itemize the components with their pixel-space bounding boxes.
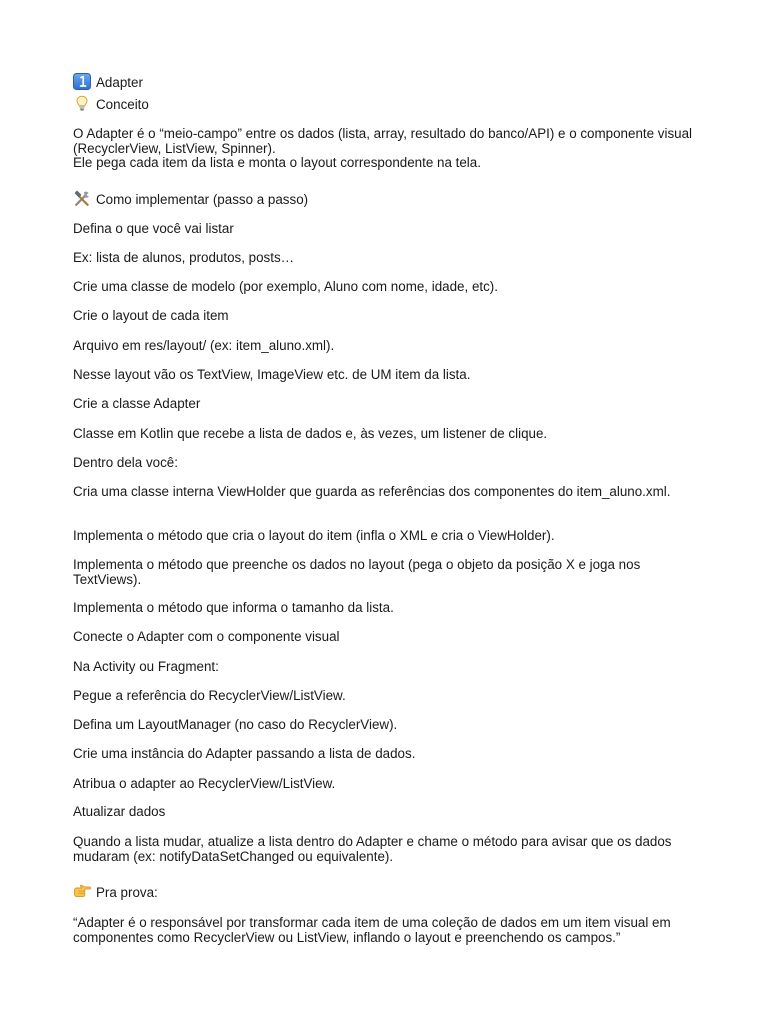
light-bulb-icon — [73, 95, 91, 112]
step-16: Pegue a referência do RecyclerView/ListView. — [73, 688, 346, 703]
heading-adapter-text: Adapter — [96, 75, 143, 90]
heading-pra-prova — [73, 883, 703, 901]
step-3: Crie uma classe de modelo (por exemplo, Aluno com nome, idade, etc). — [73, 279, 498, 294]
pointing-hand-icon — [73, 883, 91, 900]
step-21: Quando a lista mudar, atualize a lista dentro do Adapter e chame o método para avisar que os dados mudaram (ex: notifyDataSetChanged ou equivalente). — [73, 834, 672, 864]
step-14: Conecte o Adapter com o componente visual — [73, 629, 340, 644]
step-15: Na Activity ou Fragment: — [73, 659, 219, 674]
step-12: Implementa o método que preenche os dados no layout (pega o objeto da posição X e joga nos TextViews). — [73, 557, 641, 587]
heading-como-implementar-text: Como implementar (passo a passo) — [96, 192, 309, 207]
step-2: Ex: lista de alunos, produtos, posts… — [73, 250, 295, 265]
intro-paragraph-line2: Ele pega cada item da lista e monta o layout correspondente na tela. — [73, 155, 481, 170]
heading-conceito — [73, 95, 703, 113]
step-8: Classe em Kotlin que recebe a lista de dados e, às vezes, um listener de clique. — [73, 426, 548, 441]
heading-como-implementar — [73, 190, 703, 208]
heading-pra-prova-text: Pra prova: — [96, 885, 158, 900]
step-1: Defina o que você vai listar — [73, 221, 234, 236]
step-19: Atribua o adapter ao RecyclerView/ListView. — [73, 776, 336, 791]
exam-quote: “Adapter é o responsável por transformar cada item de uma coleção de dados em um item visual em componentes como RecyclerView ou ListView, inflando o layout e preenchendo os campos.” — [73, 915, 671, 945]
step-7: Crie a classe Adapter — [73, 396, 201, 411]
step-17: Defina um LayoutManager (no caso do RecyclerView). — [73, 717, 398, 732]
step-11: Implementa o método que cria o layout do item (infla o XML e cria o ViewHolder). — [73, 528, 555, 543]
step-6: Nesse layout vão os TextView, ImageView etc. de UM item da lista. — [73, 367, 471, 382]
step-9: Dentro dela você: — [73, 455, 178, 470]
step-4: Crie o layout de cada item — [73, 308, 229, 323]
heading-conceito-text: Conceito — [96, 97, 149, 112]
step-5: Arquivo em res/layout/ (ex: item_aluno.xml). — [73, 338, 335, 353]
step-13: Implementa o método que informa o tamanho da lista. — [73, 600, 394, 615]
hammer-and-wrench-icon — [73, 190, 91, 207]
step-18: Crie uma instância do Adapter passando a lista de dados. — [73, 746, 416, 761]
step-10: Cria uma classe interna ViewHolder que guarda as referências dos componentes do item_aluno.xml. — [73, 484, 671, 499]
heading-adapter — [73, 73, 703, 91]
step-20: Atualizar dados — [73, 804, 166, 819]
keycap-one-icon — [73, 73, 91, 90]
intro-paragraph-line1: O Adapter é o “meio-campo” entre os dados (lista, array, resultado do banco/API) e o componente visual (RecyclerView, ListView, Spinner). — [73, 126, 693, 156]
